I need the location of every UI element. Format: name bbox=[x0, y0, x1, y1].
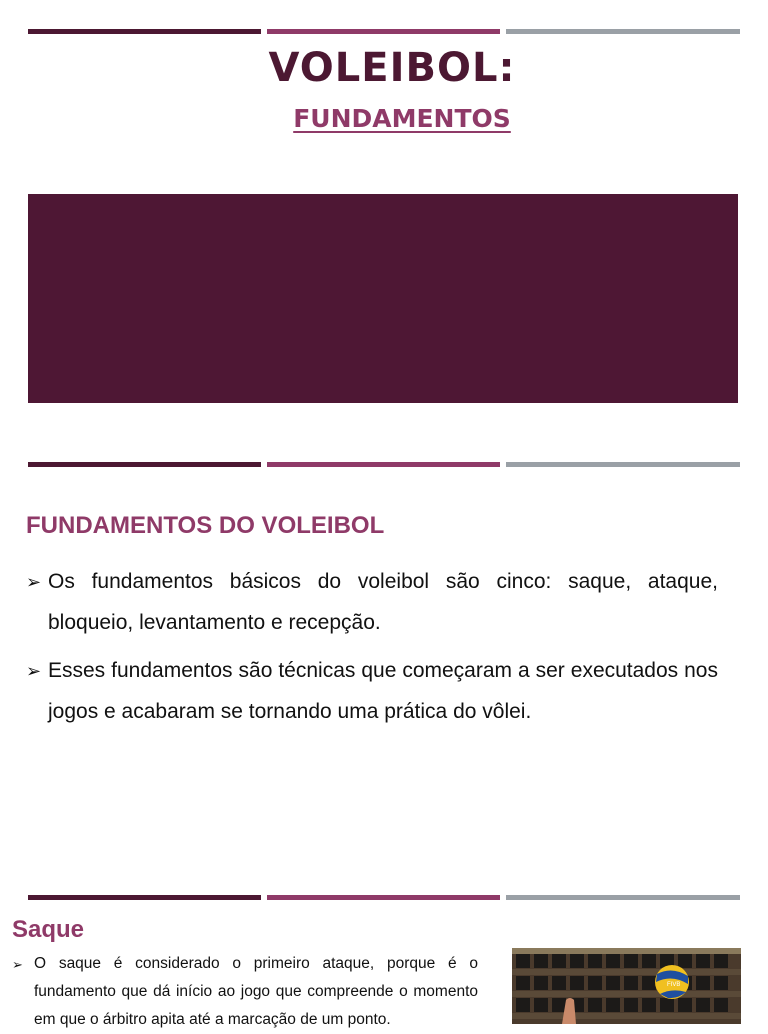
bullet-text: O saque é considerado o primeiro ataque, porque é o fundamento que dá início ao jogo que compreende o momento em que o árbitro apita até a marcação de um ponto. bbox=[34, 955, 478, 1028]
list-item bbox=[12, 950, 478, 1034]
bullet-text: Esses fundamentos são técnicas que começaram a ser executados nos jogos e acabaram se tornando uma prática do vôlei. bbox=[48, 659, 718, 723]
divider-bar-magenta bbox=[267, 462, 500, 467]
divider-bar-magenta bbox=[267, 895, 500, 900]
divider-bar-gray bbox=[506, 895, 740, 900]
volleyball-photo bbox=[512, 948, 741, 1024]
divider-bar-plum bbox=[28, 29, 261, 34]
hero-color-block bbox=[28, 194, 738, 403]
list-item bbox=[26, 651, 718, 732]
saque-paragraph bbox=[12, 950, 478, 1034]
bullet-text: Os fundamentos básicos do voleibol são cinco: saque, ataque, bloqueio, levantamento e recepção. bbox=[48, 570, 718, 634]
arrow-bullet-icon: ➢ bbox=[26, 661, 42, 681]
page-title: VOLEIBOL: bbox=[268, 45, 516, 91]
divider-bar-plum bbox=[28, 895, 261, 900]
divider-bars-middle bbox=[28, 462, 740, 467]
divider-bar-gray bbox=[506, 29, 740, 34]
arrow-bullet-icon: ➢ bbox=[12, 957, 23, 972]
section-heading: FUNDAMENTOS DO VOLEIBOL bbox=[26, 512, 385, 539]
page-subtitle: FUNDAMENTOS bbox=[293, 104, 511, 133]
svg-text:FIVB: FIVB bbox=[667, 982, 681, 988]
divider-bars-bottom bbox=[28, 895, 740, 900]
divider-bars-top bbox=[28, 29, 740, 34]
list-item bbox=[26, 562, 718, 643]
divider-bar-magenta bbox=[267, 29, 500, 34]
stadium-seats-image bbox=[512, 948, 741, 1024]
divider-bar-gray bbox=[506, 462, 740, 467]
bullet-list bbox=[26, 562, 718, 740]
arrow-bullet-icon: ➢ bbox=[26, 572, 42, 592]
divider-bar-plum bbox=[28, 462, 261, 467]
saque-heading: Saque bbox=[12, 916, 85, 943]
volleyball-icon bbox=[655, 965, 689, 999]
